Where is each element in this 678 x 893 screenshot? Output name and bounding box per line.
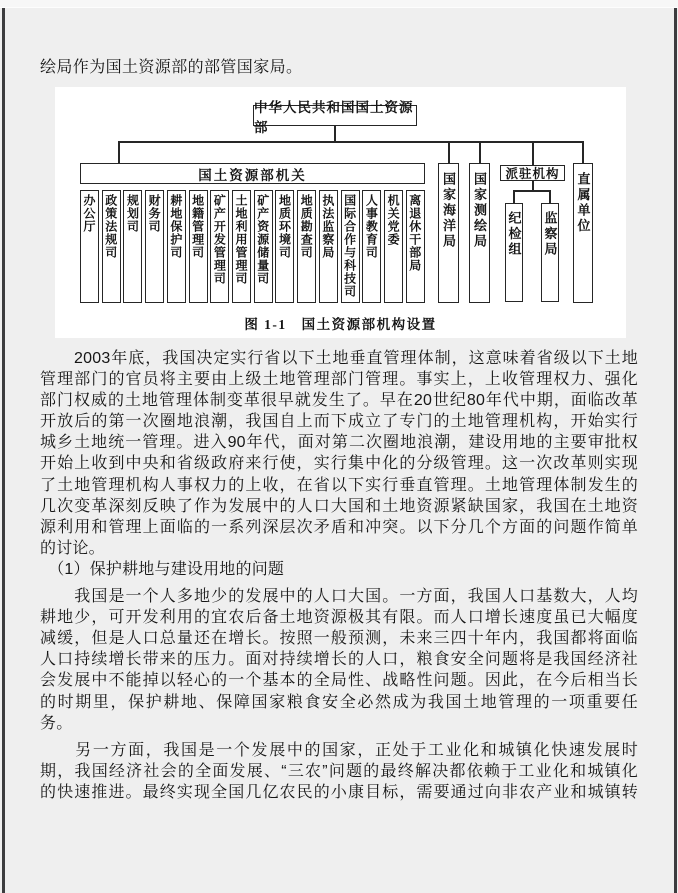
dept-box: 规划司 (123, 190, 142, 303)
text-line: 开始上收到中央和省级政府来行使，实行集中化的分级管理。这一次改革则实现 (40, 455, 638, 473)
paragraph (40, 586, 638, 734)
page-right-edge (674, 8, 677, 893)
supervision-bureau-box: 监察局 (541, 203, 559, 302)
dept-box: 政策法规司 (102, 190, 121, 303)
text-line: 的讨论。 (40, 539, 105, 557)
dispatched-header-box: 派驻机构 (500, 165, 565, 181)
department-row (80, 190, 425, 303)
page-left-edge (2, 8, 5, 893)
connector-line (582, 141, 584, 163)
paragraph (40, 740, 638, 803)
text-line: 务。 (40, 714, 73, 732)
dept-box: 人事教育司 (362, 190, 381, 303)
marine-bureau-box: 国家海洋局 (438, 163, 459, 303)
text-line: 管理部门的官员将主要由上级土地管理部门管理。事实上，上收管理权力、强化 (40, 371, 638, 389)
dept-box: 办公厅 (80, 190, 99, 303)
text-line: 期，我国经济社会的全面发展、“三农”问题的最终解决都依赖于工业化和城镇化 (40, 762, 638, 780)
dept-box: 国际合作与科技司 (341, 190, 360, 303)
dept-box: 土地利用管理司 (232, 190, 251, 303)
text-line: 减缓，但是人口总量还在增长。按照一般预测，未来三四十年内，我国都将面临 (40, 630, 638, 648)
section-heading (40, 559, 638, 580)
dept-box: 地籍管理司 (189, 190, 208, 303)
dept-box: 耕地保护司 (167, 190, 186, 303)
figure-caption: 图 1-1 国土资源部机构设置 (244, 317, 437, 332)
body-text (40, 348, 638, 803)
dept-box: 矿产开发管理司 (210, 190, 229, 303)
connector-line (532, 181, 534, 190)
connector-line (448, 141, 450, 163)
text-line: 人口持续增长带来的压力。面对持续增长的人口，粮食安全问题将是我国经济社 (40, 651, 638, 669)
root-ministry-box: 中华人民共和国国土资源部 (253, 105, 417, 126)
dept-box: 矿产资源储量司 (254, 190, 273, 303)
text-line: 的时期里，保护耕地、保障国家粮食安全必然成为我国土地管理的一项重要任 (40, 693, 638, 711)
text-line: 2003年底，我国决定实行省以下土地垂直管理体制，这意味着省级以下土地 (40, 350, 638, 367)
dept-box: 财务司 (145, 190, 164, 303)
figure-org-chart (55, 87, 626, 338)
text-line: 部门权威的土地管理体制变革很早就发生了。早在20世纪80年代中期，面临改革 (40, 392, 638, 410)
text-line: 城乡土地统一管理。进入90年代，面对第二次圈地浪潮，建设用地的主要审批权 (40, 434, 638, 452)
connector-line (513, 190, 515, 203)
text-line: 耕地少，可开发利用的宜农后备土地资源极其有限。而人口增长速度虽已大幅度 (40, 609, 638, 627)
intro-line: 绘局作为国土资源部的部管国家局。 (40, 59, 303, 76)
discipline-inspection-box: 纪检组 (505, 203, 523, 302)
page-top-strip (0, 0, 678, 8)
connector-line (334, 126, 336, 141)
connector-line (118, 141, 120, 163)
connector-line (118, 141, 583, 143)
text-line: 了土地管理机构人事权力的上收，在省以下实行垂直管理。土地管理体制发生的 (40, 476, 638, 494)
text-line: 几次变革深刻反映了作为发展中的人口大国和土地资源紧缺国家，我国在土地资 (40, 497, 638, 515)
dept-box: 离退休干部局 (406, 190, 425, 303)
connector-line (549, 190, 551, 203)
text-line: 源利用和管理上面临的一系列深层次矛盾和冲突。以下分几个方面的问题作简单 (40, 518, 638, 536)
text-line: 我国是一个人多地少的发展中的人口大国。一方面，我国人口基数大，人均 (40, 588, 638, 606)
dept-box: 地质环境司 (275, 190, 294, 303)
text-line: 另一方面，我国是一个发展中的国家，正处于工业化和城镇化快速发展时 (40, 741, 638, 759)
connector-line (513, 190, 550, 192)
dept-box: 地质勘查司 (297, 190, 316, 303)
text-line: 的快速推进。最终实现全国几亿农民的小康目标，需要通过向非农产业和城镇转 (40, 783, 638, 801)
connector-line (479, 141, 481, 163)
organ-header-box: 国土资源部机关 (80, 163, 425, 184)
dept-box: 机关党委 (384, 190, 403, 303)
surveying-bureau-box: 国家测绘局 (469, 163, 490, 303)
direct-unit-box: 直属单位 (573, 163, 593, 303)
dept-box: 执法监察局 (319, 190, 338, 303)
text-line: （1）保护耕地与建设用地的问题 (40, 560, 285, 578)
text-line: 开放后的第一次圈地浪潮，我国自上而下成立了专门的土地管理机构，开始实行 (40, 413, 638, 431)
paragraph (40, 348, 638, 559)
connector-line (532, 141, 534, 165)
text-line: 会发展中不能掉以轻心的一个基本的全局性、战略性问题。因此，在今后相当长 (40, 672, 638, 690)
